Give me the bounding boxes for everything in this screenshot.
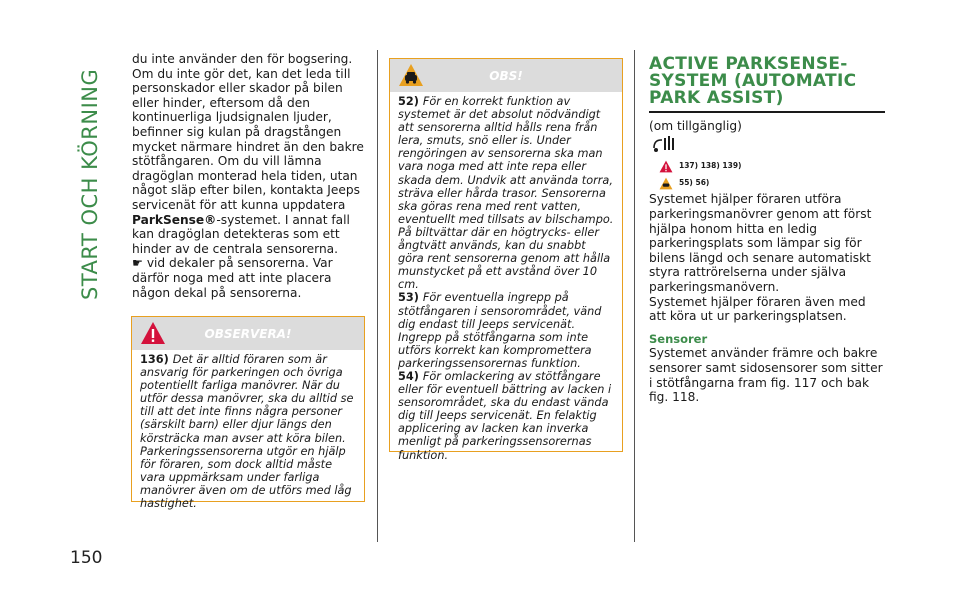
- car-note-icon: [659, 177, 673, 190]
- column-divider: [377, 50, 378, 542]
- reference-numbers: 55) 56): [679, 177, 710, 187]
- paragraph: Systemet hjälper föraren utföra parkeringsmanövrer genom att först hjälpa honom hitta en ledig parkeringsplats som lämpar sig för bilens längd och senare automatiskt styra rattrörelserna under själva parkeringsmanövern.: [649, 192, 872, 294]
- note-box-header: [390, 59, 622, 92]
- note-text: För omlackering av stötfångare eller för eventuell bättring av lacken i sensorområdet, ska du endast vända dig till Jeeps servicenät. En felaktig applicering av lacken kan inverka menligt på parkeringssensorernas funktion.: [398, 369, 612, 462]
- paragraph: Om du inte gör det, kan det leda till personskador eller skador på bilen eller hinder, eftersom då den kontinuerliga ljudsignalen ljuder, befinner sig kulan på dragstången mycket närmare hindret än den bakre stötfångaren. Om du vill lämna dragöglan monterad hela tiden, utan något släp efter bilen, kontakta Jeeps servicenät för att kunna uppdatera ParkSense®-systemet. I annat fall kan dragöglan detekteras som ett hinder av de centrala sensorerna.: [132, 66, 364, 256]
- warning-text: Det är alltid föraren som är ansvarig för parkeringen och övriga potentiellt farliga manövrer. När du utför dessa manövrer, ska du alltid se till att det inte finns några personer (särskilt barn) eller djur längs den körsträcka man avser att köra bilen. Parkeringssensorerna utgör en hjälp för föraren, som dock alltid måste vara uppmärksam under farliga manövrer även om de utförs med låg hastighet.: [140, 353, 354, 511]
- column-1: [132, 52, 364, 300]
- warning-triangle-icon: [659, 160, 673, 173]
- warning-triangle-icon: [140, 321, 166, 345]
- note-text: För eventuella ingrepp på stötfångaren i sensorområdet, vänd dig endast till Jeeps servicenät. Ingrepp på stötfångarna som inte utförs korrekt kan kompromettera parkeringssensorernas funktion.: [398, 291, 602, 370]
- section-side-title: START OCH KÖRNING: [78, 68, 102, 300]
- note-text: För en korrekt funktion av systemet är det absolut nödvändigt att sensorerna alltid hålls rena från lera, smuts, snö eller is. Under rengöringen av sensorerna ska man vara noga med att inte repa eller skada dem. Undvik att använda torra, sträva eller hårda trasor. Sensorerna ska göras rena med rent vatten, eventuellt med tillsats av bilschampo. På biltvättar där en högtrycks- eller ångtvätt används, kan du snabbt göra rent sensorerna genom att hålla munstycket på ett avstånd över 10 cm.: [398, 95, 614, 292]
- hand-icon: ☛: [132, 256, 143, 271]
- park-assist-icon: [651, 134, 675, 154]
- note-box-title: OBS!: [489, 68, 523, 83]
- paragraph: du inte använder den för bogsering.: [132, 52, 353, 66]
- note-item: [398, 95, 614, 291]
- paragraph: ☛ vid dekaler på sensorerna. Var därför noga med att inte placera någon dekal på sensorerna.: [132, 256, 333, 300]
- column-3: [649, 52, 885, 405]
- paragraph: Systemet använder främre och bakre sensorer samt sidosensorer som sitter i stötfångarna fram fig. 117 och bak fig. 118.: [649, 346, 883, 405]
- warning-box: [131, 316, 365, 511]
- reference-number: 54): [398, 369, 419, 383]
- warning-box-header: [132, 317, 364, 350]
- paragraph: Systemet hjälper föraren även med att köra ut ur parkeringsplatsen.: [649, 294, 866, 324]
- warning-reference: [659, 159, 885, 174]
- sub-heading: Sensorer: [649, 331, 708, 346]
- column-divider: [634, 50, 635, 542]
- reference-number: 136): [140, 353, 169, 366]
- availability-note: (om tillgänglig): [649, 119, 742, 133]
- note-reference: [659, 176, 885, 191]
- reference-numbers: 137) 138) 139): [679, 161, 742, 171]
- car-note-icon: [398, 63, 424, 87]
- parksense-term: ParkSense®: [132, 212, 217, 227]
- warning-box-title: OBSERVERA!: [204, 326, 292, 341]
- note-item: [398, 291, 614, 370]
- reference-number: 52): [398, 95, 419, 108]
- note-box: [389, 58, 623, 462]
- note-box-body: [390, 92, 622, 468]
- section-heading: ACTIVE PARKSENSE-SYSTEM (AUTOMATIC PARK ASSIST): [649, 56, 885, 113]
- warning-box-body: [132, 350, 364, 516]
- reference-number: 53): [398, 291, 419, 305]
- page-number: 150: [70, 548, 103, 568]
- note-item: [398, 370, 614, 462]
